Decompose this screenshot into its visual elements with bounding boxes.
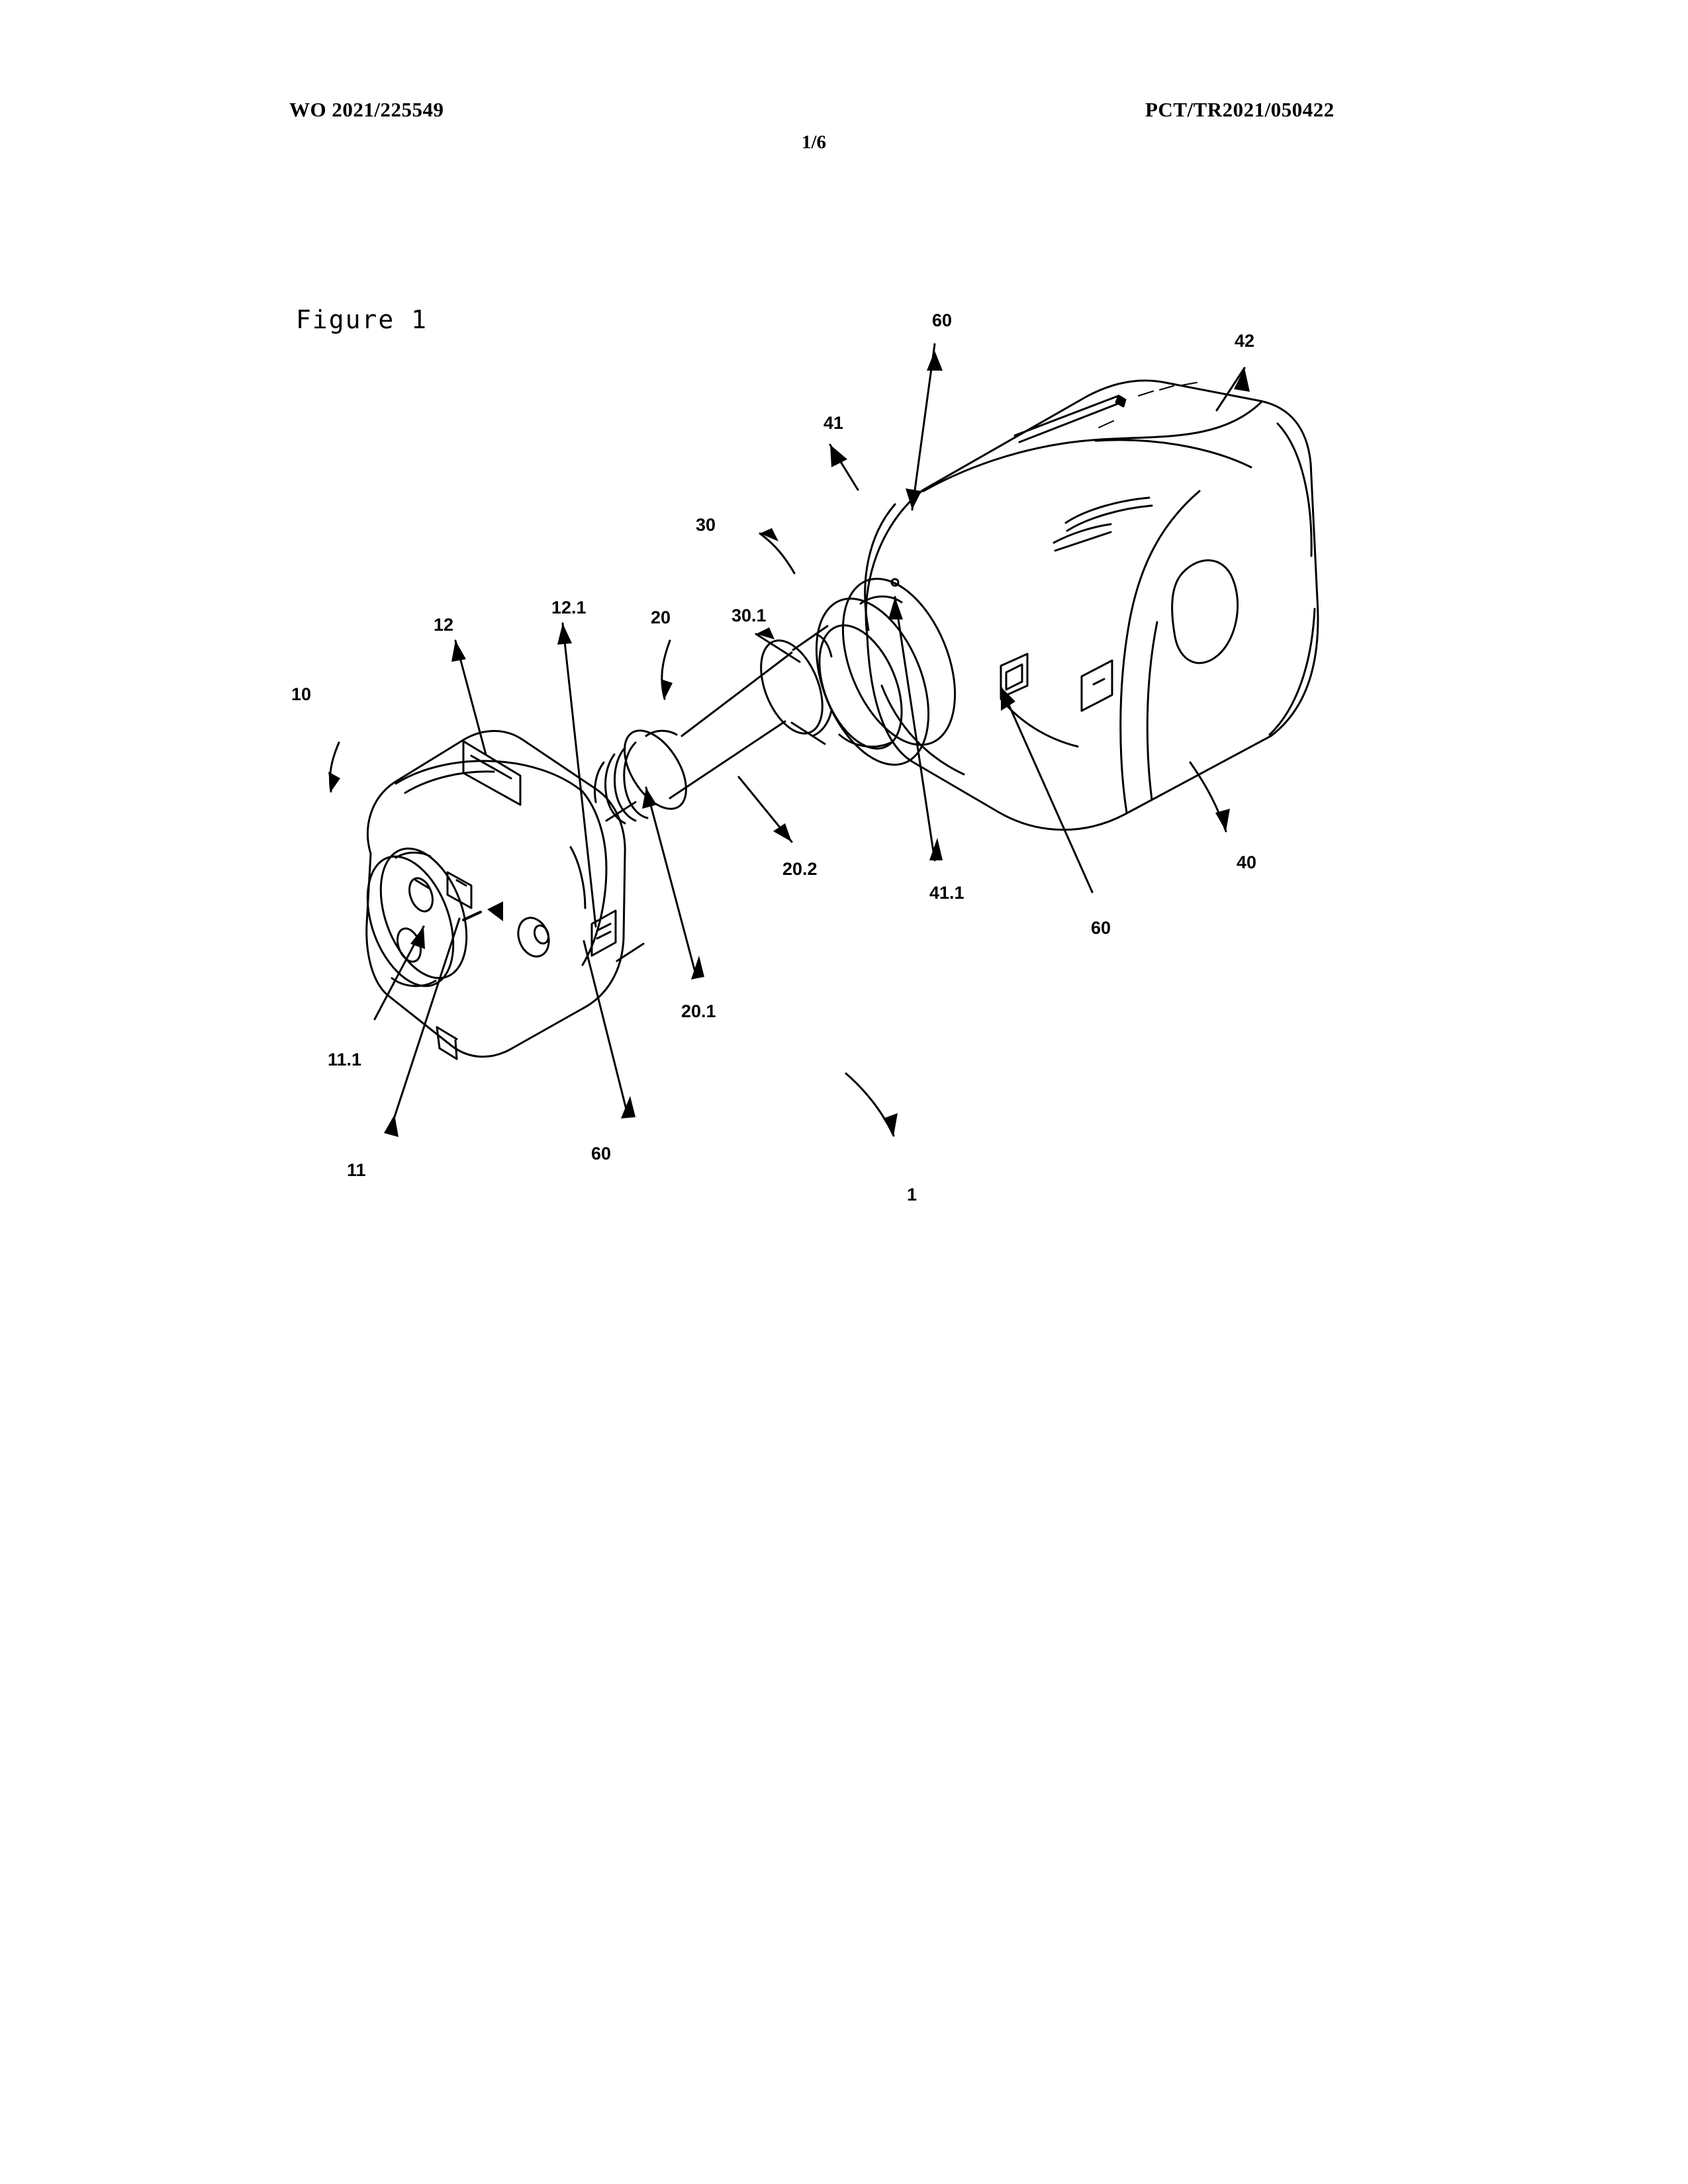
ref-label-12-1: 12.1 [551, 598, 586, 617]
ref-label-11-1: 11.1 [328, 1050, 362, 1069]
publication-number: WO 2021/225549 [289, 98, 444, 121]
sheet-number: 1/6 [802, 132, 827, 153]
plug-10 [352, 731, 643, 1060]
ref-label-60-bottom: 60 [591, 1144, 612, 1163]
leader-lines [328, 344, 1250, 1137]
socket-housing-40 [865, 381, 1318, 830]
ref-label-20: 20 [651, 608, 671, 627]
ref-label-10: 10 [291, 684, 312, 704]
ref-label-40: 40 [1237, 852, 1257, 872]
ref-label-30-1: 30.1 [731, 606, 767, 625]
ref-label-60-top: 60 [932, 310, 953, 330]
ref-label-30: 30 [696, 515, 716, 535]
ref-label-41: 41 [823, 413, 844, 433]
cable-20 [595, 653, 792, 823]
ref-label-20-2: 20.2 [782, 859, 818, 879]
figure-label: Figure 1 [296, 305, 428, 334]
ref-label-41-1: 41.1 [929, 883, 964, 903]
ref-label-20-1: 20.1 [681, 1001, 716, 1021]
application-number: PCT/TR2021/050422 [1145, 98, 1335, 121]
ref-label-12: 12 [434, 615, 454, 635]
ref-label-60-right: 60 [1091, 918, 1111, 938]
ref-label-42: 42 [1235, 331, 1255, 351]
ref-label-11: 11 [347, 1160, 366, 1180]
ref-label-1: 1 [907, 1185, 917, 1205]
coupling-collar-30 [749, 563, 977, 781]
